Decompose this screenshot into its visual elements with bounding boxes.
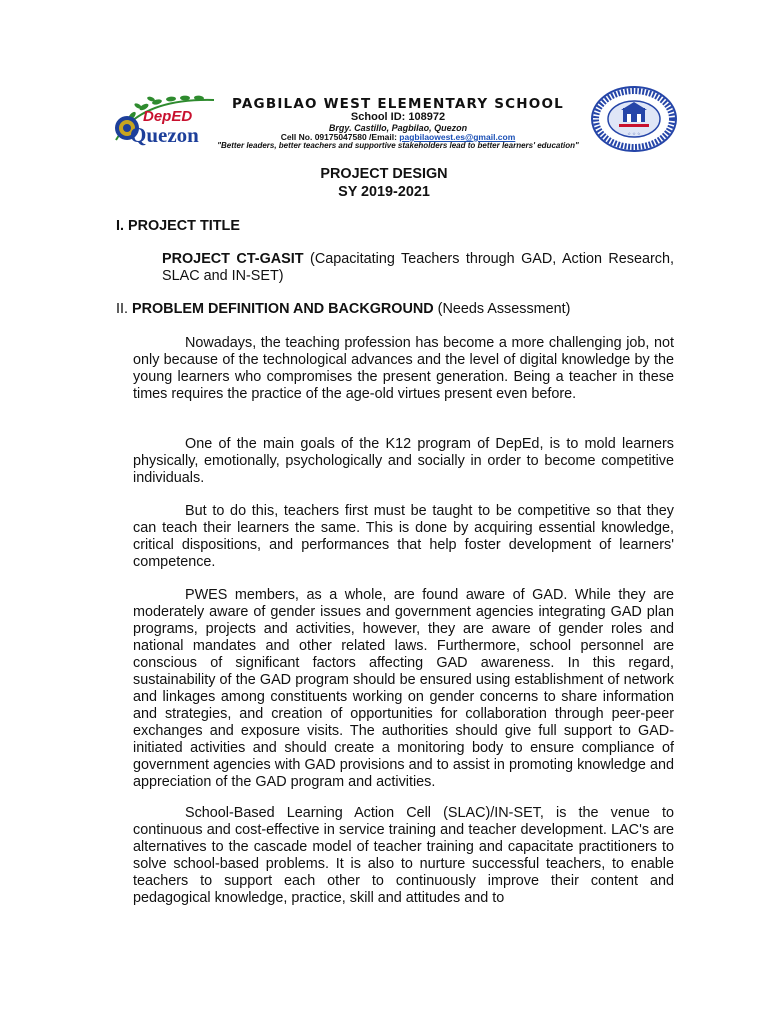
project-name: PROJECT CT-GASIT xyxy=(162,251,304,267)
section-2-title: PROBLEM DEFINITION AND BACKGROUND xyxy=(132,301,434,317)
paragraph-1: Nowadays, the teaching profession has become a more challenging job, not only because of the technological advances and the level of digital knowledge by the young learners who compromises the present generation. Being a teacher in these times requires the practice of the age-old virtues present even before. xyxy=(133,335,674,402)
paragraph-5: School-Based Learning Action Cell (SLAC)/IN-SET, is the venue to continuous and cost-effective in service training and teacher development. LAC's are alternatives to the cascade model of teacher training and capacitate practitioners to solve school-based problems. It is also to nurture successful teachers, to enable teachers to support each other to continuously improve their content and pedagogical knowledge, practice, skill and attitudes and to xyxy=(133,805,674,906)
svg-text:☆ ☆ ☆: ☆ ☆ ☆ xyxy=(627,131,641,136)
section-2-subtitle: (Needs Assessment) xyxy=(433,301,571,317)
paragraph-4: PWES members, as a whole, are found aware of GAD. While they are moderately aware of gender issues and government agencies integrating GAD plan programs, projects and activities, however, they are aware of gender roles and national mandates and other related laws. Furthermore, school personnel are conscious of significant factors affecting GAD awareness. In this regard, sustainability of the GAD program should be ensured using establishment of network and linkages among constituents working on gender concerns to share information and strategies, and creation of opportunities for collaboration through peer-peer exchanges and exposure visits. The authorities should give full support to GAD-initiated activities and should create a monitoring body to ensure compliance of government agencies with GAD provisions and to assist in promoting knowledge and appreciation of the GAD program and activities. xyxy=(133,587,674,790)
section-2-number: II. xyxy=(116,301,132,317)
school-email-link[interactable]: pagbilaowest.es@gmail.com xyxy=(399,132,516,142)
letterhead xyxy=(0,0,768,160)
logo-text-bottom: Quezon xyxy=(130,123,199,147)
contact-prefix: Cell No. 09175047580 /Email: xyxy=(280,132,400,142)
school-address: Brgy. Castillo, Pagbilao, Quezon xyxy=(328,123,468,133)
school-year: SY 2019-2021 xyxy=(338,184,430,200)
school-seal-logo xyxy=(591,86,677,152)
school-motto: "Better leaders, better teachers and supportive stakeholders lead to better learners' education" xyxy=(217,141,579,150)
section-2-heading xyxy=(116,301,570,318)
school-name: PAGBILAO WEST ELEMENTARY SCHOOL xyxy=(232,96,564,112)
paragraph-3: But to do this, teachers first must be taught to be competitive so that they can teach their learners the same. This is done by acquiring essential knowledge, critical dispositions, and performances that help foster development of learners' competence. xyxy=(133,503,674,570)
school-id: School ID: 108972 xyxy=(350,111,446,123)
section-1-heading: I. PROJECT TITLE xyxy=(116,218,240,234)
logo-text-top: DepED xyxy=(143,108,193,125)
paragraph-2: One of the main goals of the K12 program of DepEd, is to mold learners physically, emotionally, psychologically and socially in order to become competitive individuals. xyxy=(133,436,674,486)
document-title: PROJECT DESIGN xyxy=(320,166,448,182)
project-description: (Capacitating Teachers through GAD, Action Research, SLAC and IN-SET) xyxy=(162,251,674,284)
deped-quezon-logo xyxy=(110,94,222,148)
project-title xyxy=(162,251,674,285)
